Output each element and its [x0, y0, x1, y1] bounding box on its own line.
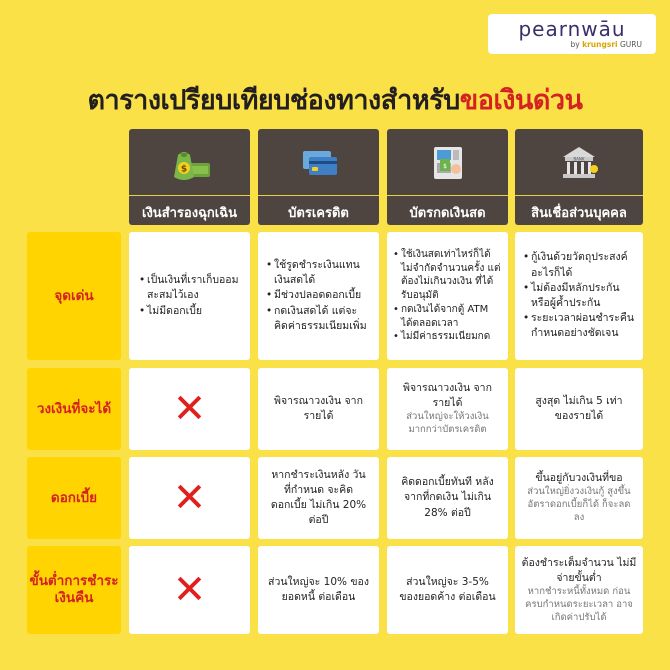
bank-icon — [557, 141, 601, 185]
column-header-credit-card — [258, 129, 379, 225]
credit-card-icon — [297, 141, 341, 185]
list-item: • ใช้เงินสดเท่าไหร่ก็ได้ ไม่จำกัดจำนวนครั้ง แต่ต้องไม่เกินวงเงิน ที่ได้รับอนุมัติ — [393, 248, 502, 303]
cell-interest-personal-loan — [515, 457, 643, 539]
column-header-label: บัตรกดเงินสด — [387, 195, 508, 223]
cell-highlights-personal-loan — [515, 232, 643, 360]
cross-icon: ✕ — [172, 567, 207, 613]
cell-text: ต้องชำระเต็มจำนวน ไม่มีจ่ายขั้นต่ำ — [521, 556, 637, 584]
cell-minimum-cash-card — [387, 546, 508, 634]
cell-interest-credit-card — [258, 457, 379, 539]
column-header-label: บัตรเครดิต — [258, 195, 379, 223]
money-bag-icon — [168, 141, 212, 185]
brand-logo — [488, 14, 656, 54]
svg-text:BANK: BANK — [573, 156, 585, 162]
list-item: • กดเงินได้จากตู้ ATM ได้ตลอดเวลา — [393, 303, 502, 331]
cell-text: ขึ้นอยู่กับวงเงินที่ขอ — [535, 472, 623, 485]
row-label-minimum-repayment: ขั้นต่ำการชำระ เงินคืน — [27, 546, 121, 634]
cell-limit-cash-card — [387, 368, 508, 450]
cell-text: ส่วนใหญ่จะ 10% ของยอดหนี้ ต่อเดือน — [268, 575, 369, 603]
cell-note: หากชำระหนี้ทั้งหมด ก่อนครบกำหนดระยะเวลา อาจเกิดค่าปรับได้ — [525, 586, 633, 623]
title-highlight: ขอเงินด่วน — [459, 85, 583, 116]
list-item: • ไม่มีดอกเบี้ย — [139, 304, 240, 319]
atm-machine-icon — [426, 141, 470, 185]
column-header-emergency-fund — [129, 129, 250, 225]
list-item: • ใช้รูดชำระเงินแทน เงินสดได้ — [266, 258, 371, 288]
cell-limit-emergency-fund — [129, 368, 250, 450]
cell-text: คิดดอกเบี้ยทันที หลังจากที่กดเงิน ไม่เกิน 28% ต่อปี — [401, 476, 494, 519]
svg-text:$: $ — [180, 164, 187, 175]
cell-limit-personal-loan — [515, 368, 643, 450]
bullet-list — [393, 248, 502, 345]
page-title: ตารางเปรียบเทียบช่องทางสำหรับขอเงินด่วน — [87, 85, 583, 116]
cell-note: ส่วนใหญ่จะให้วงเงิน มากกว่าบัตรเครดิต — [406, 411, 489, 436]
column-header-label: สินเชื่อส่วนบุคคล — [515, 195, 643, 223]
list-item: • มีช่วงปลอดดอกเบี้ย — [266, 288, 371, 303]
cell-limit-credit-card — [258, 368, 379, 450]
bullet-list — [523, 250, 635, 341]
cell-interest-cash-card — [387, 457, 508, 539]
cell-highlights-emergency-fund — [129, 232, 250, 360]
cross-icon: ✕ — [172, 475, 207, 521]
logo-wordmark: pearnwāu — [518, 17, 626, 42]
list-item: • กดเงินสดได้ แต่จะ คิดค่าธรรมเนียมเพิ่ม — [266, 304, 371, 334]
bullet-list — [266, 258, 371, 334]
bullet-list — [139, 273, 240, 319]
column-header-label: เงินสำรองฉุกเฉิน — [129, 195, 250, 223]
list-item: • เป็นเงินที่เราเก็บออม สะสมไว้เอง — [139, 273, 240, 303]
cell-text: หากชำระเงินหลัง วันที่กำหนด จะคิดดอกเบี้ย ไม่เกิน 20% ต่อปี — [270, 468, 367, 527]
row-label-highlights: จุดเด่น — [27, 232, 121, 360]
row-label-credit-limit: วงเงินที่จะได้ — [27, 368, 121, 450]
cell-highlights-cash-card — [387, 232, 508, 360]
column-header-cash-card — [387, 129, 508, 225]
cross-icon: ✕ — [172, 386, 207, 432]
cell-highlights-credit-card — [258, 232, 379, 360]
list-item: • กู้เงินด้วยวัตถุประสงค์ อะไรก็ได้ — [523, 250, 635, 280]
svg-text:$: $ — [442, 163, 447, 170]
cell-note: ส่วนใหญ่ยิ่งวงเงินกู้ สูงขึ้นอัตราดอกเบี้ยก็ได้ ก็จะลดลง — [527, 486, 631, 524]
list-item: • ไม่ต้องมีหลักประกัน หรือผู้ค้ำประกัน — [523, 281, 635, 311]
cell-minimum-credit-card — [258, 546, 379, 634]
row-label-interest: ดอกเบี้ย — [27, 457, 121, 539]
cell-text: พิจารณาวงเงิน จากรายได้ — [403, 381, 492, 410]
cell-minimum-personal-loan — [515, 546, 643, 634]
logo-byline: by krungsri GURU — [570, 40, 642, 50]
cell-text: พิจารณาวงเงิน จากรายได้ — [274, 394, 363, 422]
list-item: • ไม่มีค่าธรรมเนียมกด — [393, 330, 502, 344]
cell-text: สูงสุด ไม่เกิน 5 เท่า ของรายได้ — [535, 394, 623, 422]
cell-minimum-emergency-fund — [129, 546, 250, 634]
cell-interest-emergency-fund — [129, 457, 250, 539]
cell-text: ส่วนใหญ่จะ 3-5% ของยอดค้าง ต่อเดือน — [399, 575, 496, 603]
list-item: • ระยะเวลาผ่อนชำระคืน กำหนดอย่างชัดเจน — [523, 311, 635, 341]
column-header-personal-loan — [515, 129, 643, 225]
